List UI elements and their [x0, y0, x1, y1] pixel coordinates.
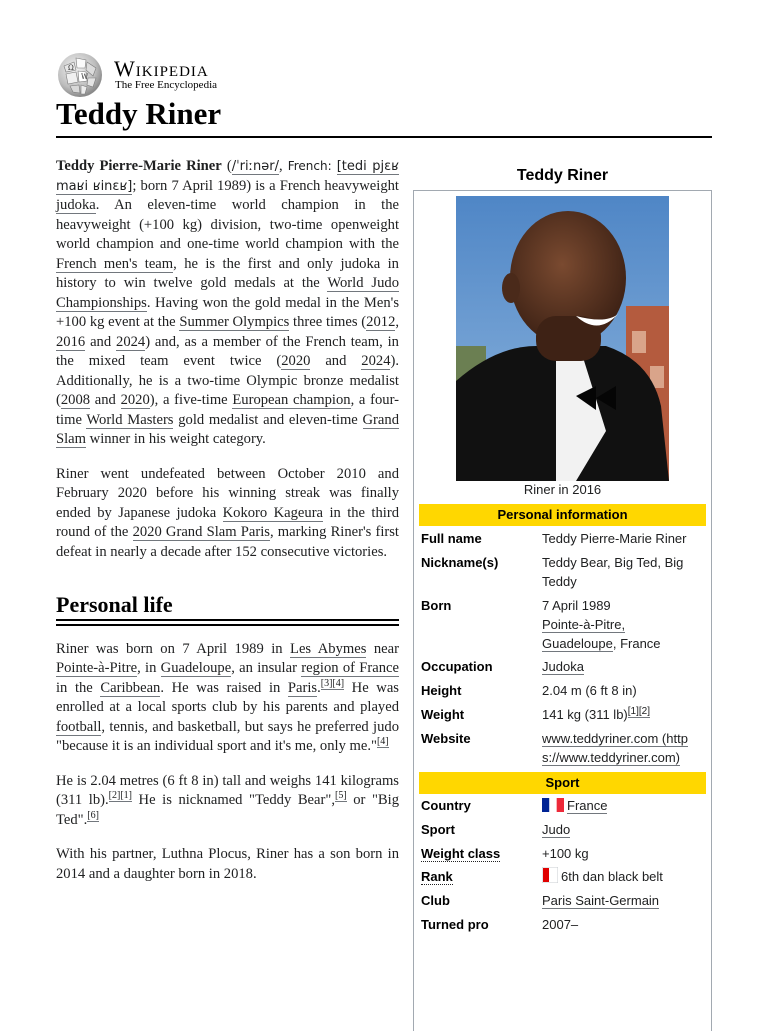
- lead-text: gold medalist and eleven-time: [173, 411, 363, 428]
- value-occupation: [542, 657, 702, 676]
- personal-information-header: Personal information: [419, 504, 706, 526]
- link-kokoro-kageura[interactable]: Kokoro Kageura: [222, 504, 324, 521]
- lead-text: ) and, as a member of the French team, in the mixed team event twice (: [56, 333, 399, 369]
- lead-text: and: [94, 392, 116, 408]
- label-rank: [421, 867, 536, 886]
- label-sport: Sport: [421, 822, 455, 837]
- link-grand-slam[interactable]: Grand Slam: [56, 411, 399, 447]
- value-born: [542, 596, 702, 653]
- section-heading-personal-life: Personal life: [56, 592, 173, 617]
- label-country: Country: [421, 798, 471, 813]
- label-weight-class: [421, 844, 536, 863]
- link-2020[interactable]: 2020: [281, 353, 311, 369]
- ipa-english-link[interactable]: /ˈriːnər/: [231, 159, 279, 174]
- body-text: , an insular: [231, 660, 302, 676]
- infobox-title: Teddy Riner: [516, 167, 609, 184]
- body-text: or "Big Ted".: [56, 792, 399, 828]
- reference-4[interactable]: [4]: [332, 677, 345, 689]
- link-2020-bronze[interactable]: 2020: [120, 392, 150, 408]
- personal-life-paragraph-2: [56, 772, 399, 831]
- value-height: 2.04 m (6 ft 8 in): [542, 683, 637, 698]
- personal-life-paragraph-3: With his partner, Luthna Plocus, Riner has a son born in 2014 and a daughter born in 2018.: [56, 846, 399, 882]
- reference-4b[interactable]: [4]: [376, 736, 389, 748]
- label-weight: Weight: [421, 707, 465, 722]
- lead-text: and: [90, 333, 112, 350]
- link-2024[interactable]: 2024: [116, 333, 146, 350]
- svg-text:Ω: Ω: [68, 64, 74, 72]
- label-born: Born: [421, 598, 452, 613]
- lead-text: winner in his weight category.: [86, 431, 266, 447]
- body-text: , marking Riner's first defeat in nearly a decade after 152 consecutive victories.: [56, 524, 399, 560]
- reference-3[interactable]: [3]: [320, 677, 333, 689]
- value-country: [542, 796, 702, 815]
- link-2016[interactable]: 2016: [56, 333, 86, 350]
- title-divider: [56, 136, 712, 138]
- link-world-judo-championships[interactable]: World Judo Championships: [56, 275, 399, 311]
- site-header: [56, 52, 356, 98]
- label-club: Club: [421, 893, 450, 908]
- body-text: , in: [137, 660, 161, 676]
- link-french-mens-team[interactable]: French men's team: [56, 255, 174, 272]
- link-les-abymes[interactable]: Les Abymes: [290, 640, 367, 657]
- link-paris[interactable]: Paris: [287, 679, 318, 696]
- link-guadeloupe[interactable]: Guadeloupe: [160, 660, 232, 676]
- link-born-guadeloupe[interactable]: Guadeloupe: [542, 636, 613, 651]
- reference-2[interactable]: [2]: [108, 790, 121, 802]
- link-pointe-a-pitre[interactable]: Pointe-à-Pitre: [56, 660, 138, 676]
- france-flag-icon: [542, 798, 564, 812]
- label-turned-pro: Turned pro: [421, 917, 489, 932]
- body-text: in the third round of the: [56, 504, 399, 540]
- link-world-masters[interactable]: World Masters: [86, 411, 174, 428]
- link-occupation-judoka[interactable]: Judoka: [542, 659, 584, 674]
- lead-text: and: [325, 353, 347, 369]
- infobox: [413, 160, 712, 1024]
- weight-class-label[interactable]: Weight class: [421, 846, 501, 861]
- link-country-france[interactable]: France: [567, 798, 608, 813]
- subject-photo[interactable]: [456, 196, 669, 481]
- body-text: He is 2.04 metres (6 ft 8 in) tall and weighs 141 kilograms (311 lb).: [56, 772, 399, 808]
- link-club-psg[interactable]: Paris Saint-Germain: [542, 893, 660, 908]
- body-text: Riner went undefeated between October 2010 and February 2020 before his winning streak was finally ended by Japanese judoka: [56, 465, 399, 521]
- website-link-line2[interactable]: s://www.teddyriner.com): [542, 750, 680, 765]
- value-weight-class: +100 kg: [542, 846, 589, 861]
- value-rank: [542, 867, 702, 886]
- portrait-image: [456, 196, 669, 481]
- value-sport: [542, 820, 702, 839]
- lead-text: ), a five-time: [149, 392, 233, 408]
- link-sport-judo[interactable]: Judo: [542, 822, 571, 837]
- link-2020-grand-slam-paris[interactable]: 2020 Grand Slam Paris: [132, 524, 270, 540]
- body-text: .: [317, 679, 321, 696]
- website-link-line1[interactable]: www.teddyriner.com (http: [542, 731, 688, 746]
- value-weight: [542, 705, 702, 724]
- link-region-of-france[interactable]: region of France: [301, 660, 399, 676]
- body-text: He was enrolled at a local sports club by his parents and played: [56, 679, 399, 715]
- body-text: , tennis, and basketball, but says he preferred judo "because it is an individual sport and it's me, only me.": [56, 718, 399, 754]
- body-text: in the: [56, 679, 101, 696]
- photo-caption: Riner in 2016: [523, 482, 602, 497]
- lead-text: ; born 7 April 1989) is a French heavyweight: [132, 177, 399, 194]
- body-text: Riner was born on 7 April 1989 in: [56, 640, 291, 657]
- born-country: , France: [612, 636, 661, 651]
- lead-text: ). Additionally, he is a two-time Olympic bronze medalist (: [56, 353, 399, 408]
- value-full-name: Teddy Pierre-Marie Riner: [542, 531, 687, 546]
- subject-full-name: Teddy Pierre-Marie Riner: [56, 158, 222, 174]
- weight-reference-2[interactable]: [2]: [638, 705, 651, 717]
- link-football[interactable]: football: [56, 718, 102, 735]
- svg-text:W: W: [81, 73, 89, 81]
- wikipedia-tagline: The Free Encyclopedia: [115, 79, 218, 91]
- wikipedia-wordmark[interactable]: Wikipedia: [114, 56, 209, 81]
- reference-6[interactable]: [6]: [87, 809, 99, 821]
- value-turned-pro: 2007–: [542, 917, 579, 932]
- rank-label[interactable]: Rank: [421, 869, 453, 884]
- ipa-french-link[interactable]: [tedi pjɛʁ maʁi ʁinɛʁ]: [56, 159, 400, 194]
- section-divider: [56, 619, 399, 626]
- undefeated-paragraph: [56, 465, 399, 563]
- link-born-pointe-a-pitre[interactable]: Pointe-à-Pitre,: [542, 617, 626, 632]
- lead-text: , he is the first and only judoka in history to win twelve gold medals at the: [56, 255, 399, 291]
- label-occupation: Occupation: [421, 659, 493, 674]
- link-2008[interactable]: 2008: [60, 392, 91, 408]
- reference-5[interactable]: [5]: [334, 790, 347, 802]
- lead-text: three times (: [289, 314, 367, 330]
- article-body: [56, 157, 399, 899]
- weight-text: 141 kg (311 lb): [542, 707, 628, 722]
- body-text: near: [366, 640, 399, 657]
- rank-text: 6th dan black belt: [561, 869, 663, 884]
- link-european-champion[interactable]: European champion: [232, 392, 351, 408]
- page-title: Teddy Riner: [56, 96, 222, 131]
- personal-life-paragraph-1: [56, 640, 399, 757]
- lead-text: . An eleven-time world champion in the heavyweight (+100 kg) division, two-time openweight world champion and one-time world champion with the: [56, 197, 399, 252]
- link-judoka[interactable]: judoka: [56, 197, 96, 213]
- link-summer-olympics[interactable]: Summer Olympics: [179, 314, 290, 330]
- label-nicknames: Nickname(s): [421, 555, 499, 570]
- label-height: Height: [421, 683, 462, 698]
- weight-reference-1[interactable]: [1]: [627, 705, 639, 717]
- reference-1[interactable]: [1]: [120, 790, 132, 802]
- label-full-name: Full name: [421, 531, 482, 546]
- lead-text: , a four-time: [56, 392, 399, 428]
- wikipedia-globe-logo[interactable]: [56, 52, 104, 98]
- link-2012[interactable]: 2012: [366, 314, 396, 330]
- value-nicknames: Teddy Bear, Big Ted, Big Teddy: [542, 555, 684, 589]
- belt-rank-icon: [542, 867, 558, 883]
- french-label: French:: [287, 159, 332, 173]
- body-text: . He was raised in: [160, 679, 288, 696]
- body-text: He is nicknamed "Teddy Bear",: [131, 792, 335, 808]
- value-website: [542, 729, 702, 767]
- sport-header: Sport: [419, 772, 706, 794]
- label-website: Website: [421, 731, 471, 746]
- born-date: 7 April 1989: [542, 598, 611, 613]
- lead-text: . Having won the gold medal in the Men's +100 kg event at the: [56, 294, 399, 330]
- link-caribbean[interactable]: Caribbean: [100, 679, 161, 696]
- link-2024-team[interactable]: 2024: [361, 353, 391, 369]
- value-club: [542, 891, 702, 910]
- lead-paragraph: Teddy Pierre-Marie Riner (/ˈriːnər/, French: [tedi pjɛʁ maʁi ʁinɛʁ]; born 7 April 1989) is a French heavyweight judoka. An eleven-time world champion in the heavyweight (+100 kg) division, two-time openweight world champion and one-time world champion with the French men's team, he is the first and only judoka in history to win twelve gold medals at the World Judo Championships. Having won the gold medal in the Men's +100 kg event at the Summer Olympics three times (2012, 2016 and 2024) and, as a member of the French team, in the mixed team event twice (2020 and 2024). Additionally, he is a two-time Olympic bronze medalist (2008 and 2020), a five-time European champion, a four-time World Masters gold medalist and eleven-time Grand Slam winner in his weight category.: [56, 158, 400, 447]
